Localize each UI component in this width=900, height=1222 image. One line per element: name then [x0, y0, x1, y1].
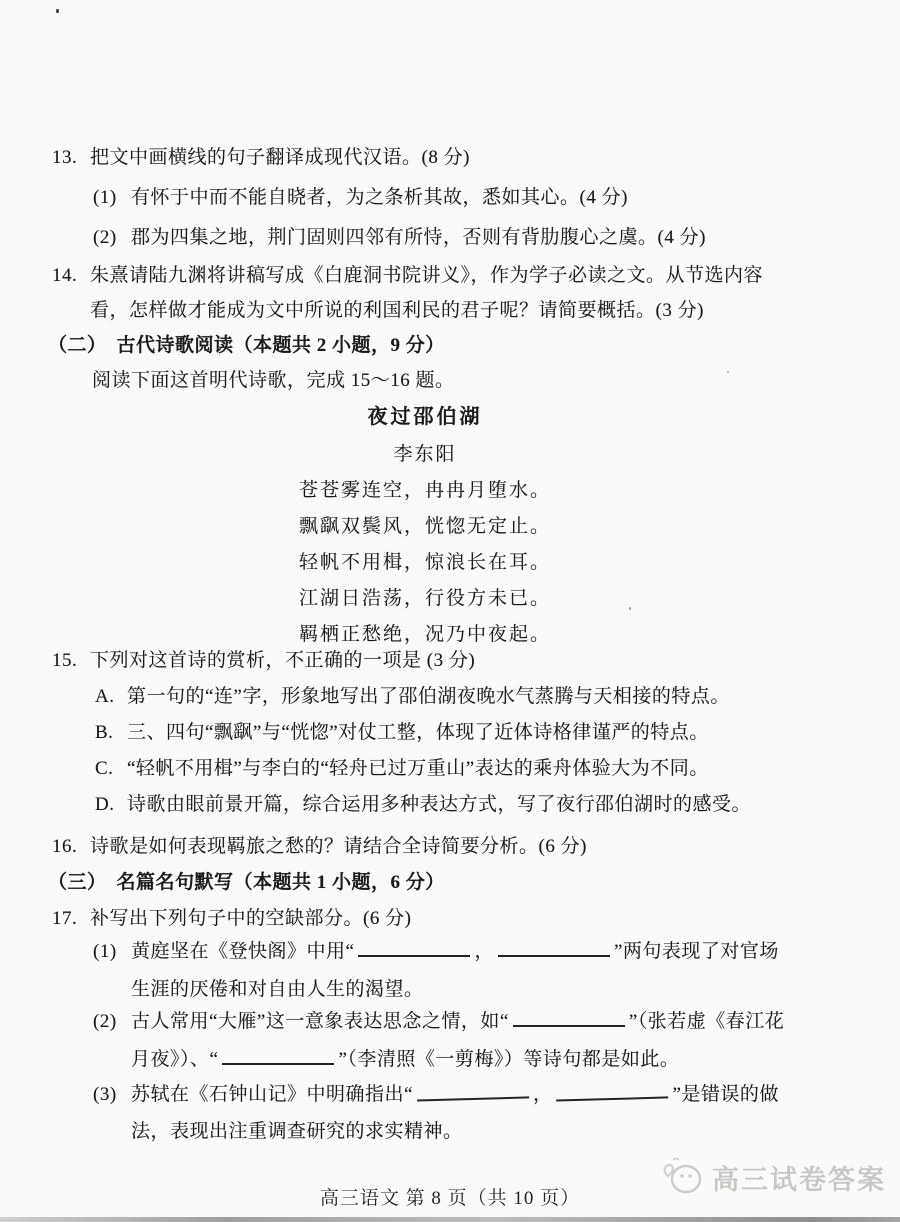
- item-text-mid: ”（张若虚《春江花月夜》）、“: [131, 1011, 785, 1070]
- question-15-option-b: [95, 715, 900, 751]
- item-text-post: ”（李清照《一剪梅》）等诗句都是如此。: [338, 1049, 680, 1070]
- question-15-number: 15.: [52, 650, 78, 671]
- question-17-item-2: [93, 1003, 900, 1079]
- scan-speck: [629, 607, 631, 610]
- question-17-number: 17.: [52, 908, 78, 929]
- poem-author: 李东阳: [393, 444, 457, 465]
- question-17-item-3: [93, 1076, 900, 1150]
- scan-speck: [56, 9, 59, 13]
- poem-block: [52, 398, 900, 653]
- item-text-post: ”两句表现了对官场生涯的厌倦和对自由人生的渴望。: [131, 941, 779, 1000]
- item-text-pre: 苏轼在《石钟山记》中明确指出“: [131, 1084, 413, 1105]
- watermark-text: 高三试卷答案: [712, 1164, 886, 1195]
- question-16-stem: 诗歌是如何表现羁旅之愁的？请结合全诗简要分析。(6 分): [90, 836, 587, 857]
- section-2-heading: [48, 328, 900, 363]
- option-label: D.: [95, 794, 115, 815]
- item-number: (1): [93, 187, 117, 208]
- poem-line: 苍苍雾连空，冉冉月堕水。: [298, 480, 551, 501]
- question-17: [52, 901, 900, 937]
- item-number: (2): [93, 227, 117, 248]
- question-17-item-1: [93, 933, 900, 1009]
- question-14-number: 14.: [52, 265, 78, 286]
- question-15-option-d: [95, 787, 900, 823]
- question-13-item-2: [93, 218, 900, 258]
- blank-underline: [556, 1083, 668, 1102]
- poem-line: 飘飖双鬓风，恍惚无定止。: [298, 516, 551, 537]
- option-label: A.: [95, 686, 115, 707]
- blank-underline: [417, 1083, 529, 1102]
- option-label: B.: [95, 722, 114, 743]
- item-text: [131, 1003, 791, 1079]
- option-text: 诗歌由眼前景开篇，综合运用多种表达方式，写了夜行邵伯湖时的感受。: [127, 794, 752, 815]
- item-text: [131, 1076, 791, 1150]
- item-text-mid: ，: [474, 941, 494, 962]
- item-text: 郡为四集之地，荆门固则四邻有所恃，否则有背肋腹心之虞。(4 分): [131, 227, 706, 248]
- question-13-stem: 把文中画横线的句子翻译成现代汉语。(8 分): [90, 147, 470, 168]
- page-footer: 高三语文 第 8 页（共 10 页）: [319, 1188, 581, 1209]
- item-text: 有怀于中而不能自晓者，为之条析其故，悉如其心。(4 分): [131, 187, 628, 208]
- blank-underline: [513, 1011, 625, 1027]
- question-13-number: 13.: [52, 147, 78, 168]
- question-14-stem: 朱熹请陆九渊将讲稿写成《白鹿洞书院讲义》，作为学子必读之文。从节选内容看，怎样做才能成为文中所说的利国利民的君子呢？请简要概括。(3 分): [90, 265, 764, 321]
- item-text-pre: 古人常用“大雁”这一意象表达思念之情，如“: [131, 1011, 509, 1032]
- item-number: (3): [93, 1084, 117, 1105]
- section-title: 名篇名句默写（本题共 1 小题，6 分）: [116, 872, 445, 893]
- poem-line: 江湖日浩荡，行役方未已。: [298, 588, 551, 609]
- question-15-option-c: [95, 751, 900, 787]
- option-text: “轻帆不用楫”与李白的“轻舟已过万重山”表达的乘舟体验大为不同。: [127, 758, 709, 779]
- section-label: （三）: [48, 872, 107, 893]
- question-13: [52, 138, 900, 178]
- blank-underline: [498, 941, 610, 957]
- item-text-mid: ，: [532, 1084, 553, 1105]
- question-15-stem: 下列对这首诗的赏析，不正确的一项是 (3 分): [90, 650, 476, 671]
- question-17-stem: 补写出下列句子中的空缺部分。(6 分): [90, 908, 412, 929]
- item-text-pre: 黄庭坚在《登快阁》中用“: [131, 941, 355, 962]
- item-text-post: ”是错误的做法，表现出注重调查研究的求实精神。: [131, 1084, 779, 1142]
- question-14: [52, 258, 900, 328]
- item-text: [131, 933, 791, 1009]
- item-number: (1): [93, 941, 117, 962]
- poem-line: 轻帆不用楫，惊浪长在耳。: [298, 552, 551, 573]
- option-text: 第一句的“连”字，形象地写出了邵伯湖夜晚水气蒸腾与天相接的特点。: [127, 686, 730, 707]
- question-13-item-1: [93, 178, 900, 218]
- blank-underline: [358, 941, 470, 957]
- item-number: (2): [93, 1011, 117, 1032]
- poem-line: 羁栖正愁绝，况乃中夜起。: [298, 624, 551, 645]
- section-3-heading: [48, 865, 900, 901]
- scan-bottom-edge: [0, 1217, 900, 1222]
- scan-speck: [727, 371, 729, 373]
- question-16: [52, 829, 900, 865]
- question-15-option-a: [95, 679, 900, 715]
- section-label: （二）: [48, 335, 107, 356]
- option-label: C.: [95, 758, 114, 779]
- option-text: 三、四句“飘飖”与“恍惚”对仗工整，体现了近体诗格律谨严的特点。: [127, 722, 709, 743]
- section-title: 古代诗歌阅读（本题共 2 小题，9 分）: [116, 335, 445, 356]
- blank-underline: [222, 1049, 334, 1065]
- section-2-intro: 阅读下面这首明代诗歌，完成 15～16 题。: [92, 370, 455, 391]
- poem-title: 夜过邵伯湖: [367, 406, 483, 428]
- question-16-number: 16.: [52, 836, 78, 857]
